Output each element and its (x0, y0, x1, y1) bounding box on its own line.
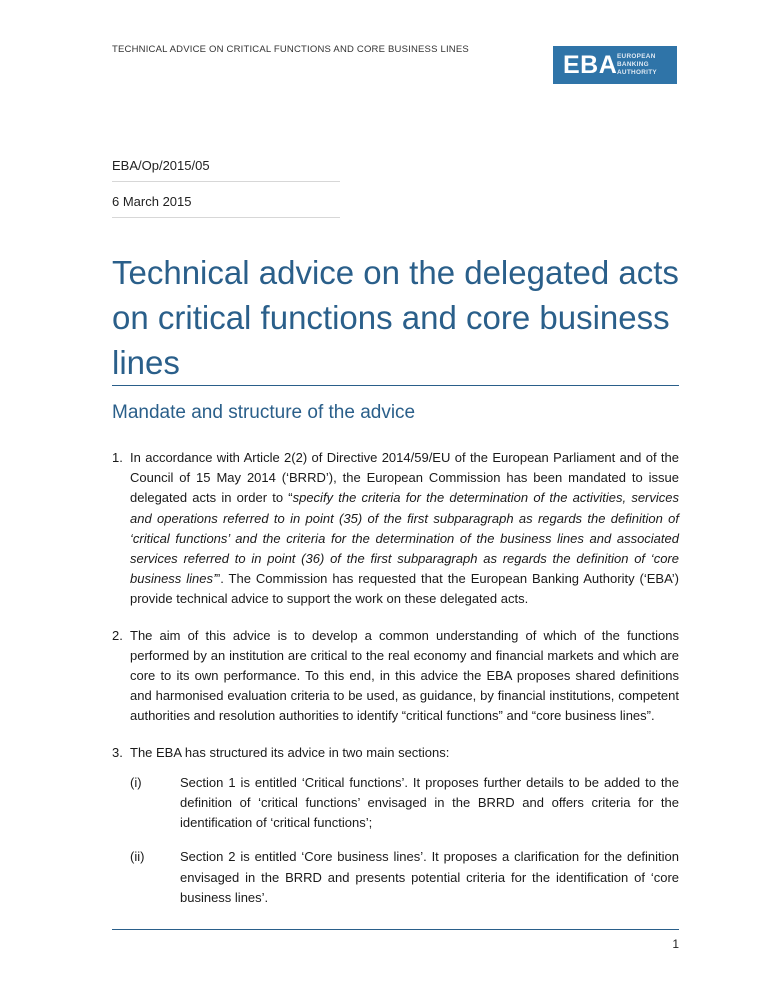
logo-mark: EBA (563, 50, 618, 79)
page-title: Technical advice on the delegated acts on critical functions and core business lines (112, 254, 679, 381)
paragraph-text: The EBA has structured its advice in two main sections: (130, 744, 450, 760)
paragraph-text-lead: In accordance with Article 2(2) of Directive 2014/59/EU of the European Parliament and of the Council of 15 May 2014 (‘BRRD’), the European Commission has been mandated to issue delegated acts in order to “ (130, 450, 679, 506)
document-body (112, 448, 679, 922)
section-heading: Mandate and structure of the advice (112, 402, 416, 423)
paragraph-1 (112, 448, 679, 610)
list-item-number: (i) (130, 774, 142, 790)
paragraph-number: 3. (112, 744, 123, 760)
document-reference (112, 158, 340, 182)
logo-line-1: EUROPEAN (617, 53, 656, 60)
paragraph-text (130, 448, 679, 610)
paragraph-number: 2. (112, 627, 123, 643)
list-item (130, 847, 679, 908)
footer-divider (112, 929, 679, 930)
title-divider (112, 385, 679, 386)
list-item-number: (ii) (130, 849, 145, 865)
paragraph-text-tail: ”. The Commission has requested that the European Banking Authority (‘EBA’) provide technical advice to support the work on these delegated acts. (130, 571, 679, 607)
logo-line-3: AUTHORITY (617, 69, 657, 76)
reference-text: EBA/Op/2015/05 (112, 158, 340, 182)
logo-line-2: BANKING (617, 61, 649, 68)
list-item-text: Section 2 is entitled ‘Core business lines’. It proposes a clarification for the definition envisaged in the BRRD and presents potential criteria for the identification of ‘core business lines’. (180, 849, 679, 905)
paragraph-number: 1. (112, 450, 123, 465)
paragraph-quote: specify the criteria for the determination of the activities, services and operations referred to in point (35) of the first subparagraph as regards the definition of ‘critical functions’ and the criteria for the determination of the business lines and associated services referred to in point (36) of the first subparagraph as regards the definition of ‘core business lines’ (130, 490, 679, 587)
logo-text (617, 53, 657, 77)
paragraph-text: The aim of this advice is to develop a common understanding of which of the functions performed by an institution are critical to the real economy and financial markets and which are core to its own performance. To this end, in this advice the EBA proposes shared definitions and harmonised evaluation criteria to be used, as guidance, by financial institutions, competent authorities and resolution authorities to identify “critical functions” and “core business lines”. (130, 627, 679, 724)
paragraph-2 (112, 626, 679, 727)
eba-logo (553, 46, 677, 84)
list-item (130, 773, 679, 834)
page-number: 1 (672, 937, 679, 951)
paragraph-3 (112, 743, 679, 763)
date-text: 6 March 2015 (112, 194, 340, 218)
document-date (112, 194, 340, 218)
running-header: TECHNICAL ADVICE ON CRITICAL FUNCTIONS AND CORE BUSINESS LINES (112, 44, 469, 55)
list-item-text: Section 1 is entitled ‘Critical functions’. It proposes further details to be added to the definition of ‘critical functions’ envisaged in the BRRD and offers criteria for the identification of ‘critical functions’; (180, 774, 679, 831)
